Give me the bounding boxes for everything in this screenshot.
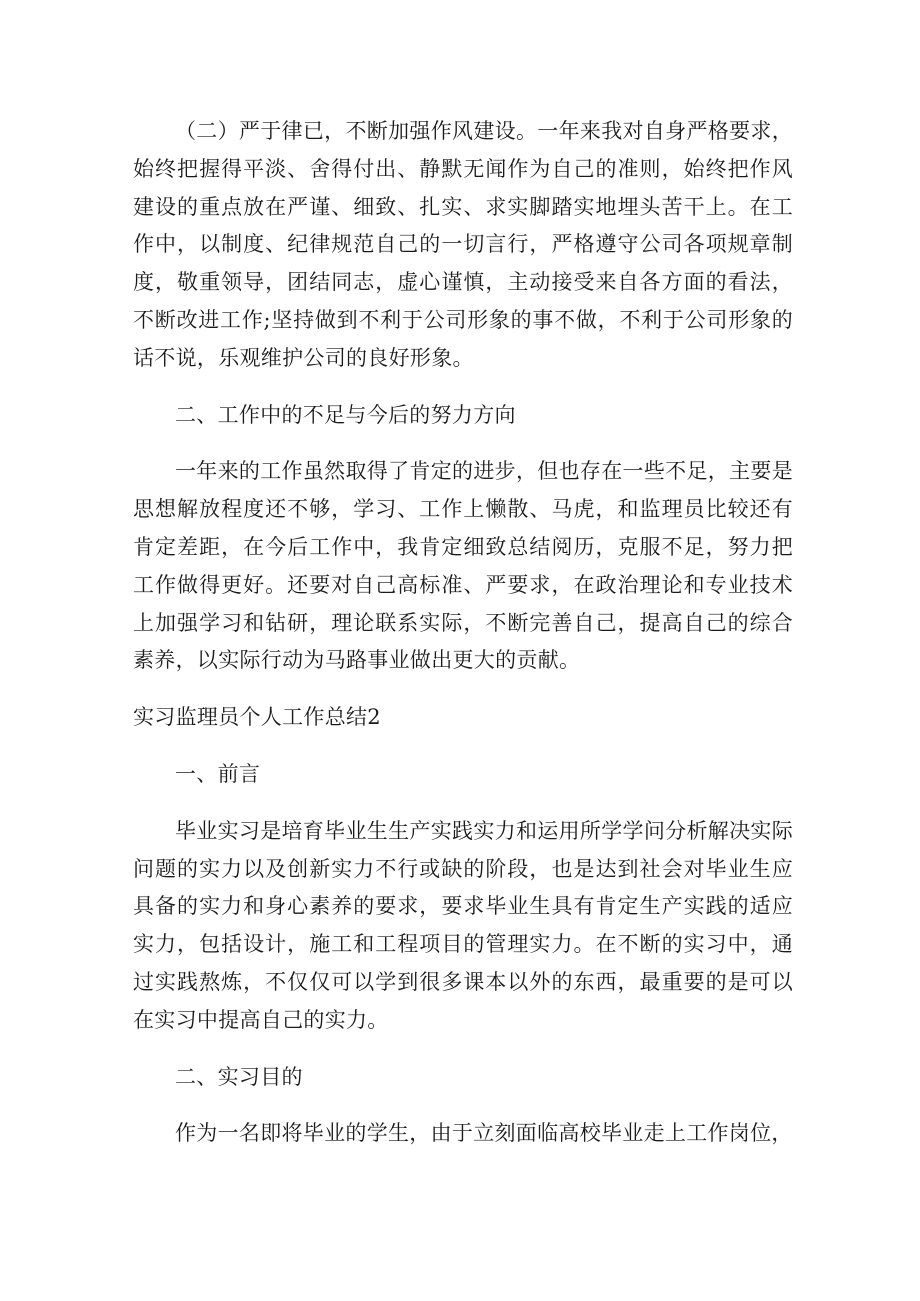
section-heading-preface: 一、前言 <box>175 761 261 786</box>
document-title: 实习监理员个人工作总结2 <box>133 705 381 730</box>
document-body <box>133 113 793 1172</box>
paragraph-purpose: 作为一名即将毕业的学生，由于立刻面临高校毕业走上工作岗位， <box>175 1121 793 1146</box>
paragraph-discipline: （二）严于律已，不断加强作风建设。一年来我对自身严格要求，始终把握得平淡、舍得付出、静默无闻作为自己的准则，始终把作风建设的重点放在严谨、细致、扎实、求实脚踏实地埋头苦干上。在工作中，以制度、纪律规范自己的一切言行，严格遵守公司各项规章制度，敬重领导，团结同志，虚心谨慎，主动接受来自各方面的看法，不断改进工作;坚持做到不利于公司形象的事不做，不利于公司形象的话不说，乐观维护公司的良好形象。 <box>133 119 793 370</box>
section-heading-shortcomings: 二、工作中的不足与今后的努力方向 <box>175 402 516 427</box>
paragraph-preface: 毕业实习是培育毕业生生产实践实力和运用所学学问分析解决实际问题的实力以及创新实力不行或缺的阶段，也是达到社会对毕业生应具备的实力和身心素养的要求，要求毕业生具有肯定生产实践的适应实力，包括设计，施工和工程项目的管理实力。在不断的实习中，通过实践熬炼，不仅仅可以学到很多课本以外的东西，最重要的是可以在实习中提高自己的实力。 <box>133 818 793 1032</box>
section-heading-purpose: 二、实习目的 <box>175 1064 303 1089</box>
paragraph-shortcomings: 一年来的工作虽然取得了肯定的进步，但也存在一些不足，主要是思想解放程度还不够，学习、工作上懒散、马虎，和监理员比较还有肯定差距，在今后工作中，我肯定细致总结阅历，克服不足，努力把工作做得更好。还要对自己高标准、严要求，在政治理论和专业技术上加强学习和钻研，理论联系实际，不断完善自己，提高自己的综合素养，以实际行动为马路事业做出更大的贡献。 <box>133 459 793 673</box>
